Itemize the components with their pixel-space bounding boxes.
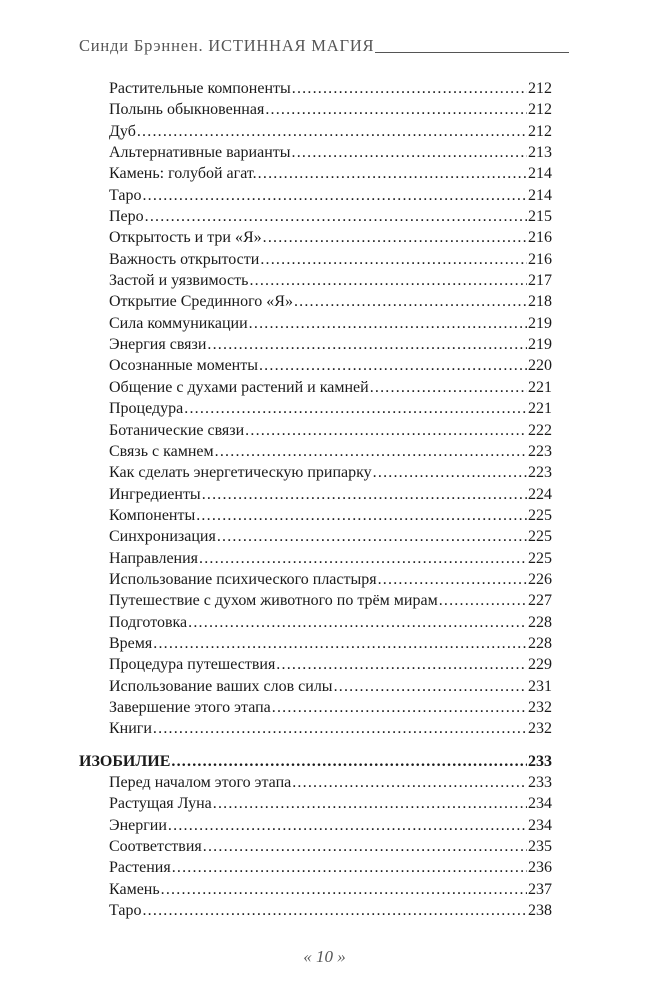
toc-dot-leader [171, 751, 527, 772]
toc-entry-title: Использование ваших слов силы [109, 677, 333, 695]
toc-entry-title: Растительные компоненты [109, 80, 291, 97]
toc-entry [79, 815, 552, 836]
toc-block-1 [79, 78, 552, 740]
toc-entry [79, 718, 552, 739]
toc-entry-page: 234 [528, 816, 552, 834]
table-of-contents [79, 78, 552, 921]
toc-dot-leader [439, 590, 527, 611]
toc-entry [79, 772, 552, 793]
toc-entry-page: 238 [528, 902, 552, 920]
toc-entry [79, 879, 552, 900]
toc-entry-title: Процедура путешествия [109, 656, 276, 674]
toc-entry [79, 676, 552, 697]
toc-dot-leader [137, 121, 527, 142]
toc-entry-page: 224 [528, 485, 552, 503]
toc-entry-title: Камень [109, 880, 160, 898]
toc-dot-leader [168, 815, 527, 836]
toc-entry [79, 462, 552, 483]
toc-dot-leader [142, 900, 527, 921]
toc-entry-title: Завершение этого этапа [109, 698, 271, 716]
toc-entry-page: 212 [528, 101, 552, 119]
toc-entry-page: 237 [528, 880, 552, 898]
toc-entry-title: Застой и уязвимость [109, 272, 249, 290]
toc-dot-leader [292, 772, 527, 793]
toc-dot-leader [215, 441, 527, 462]
toc-dot-leader [217, 526, 527, 547]
toc-entry-page: 228 [528, 634, 552, 652]
toc-dot-leader [203, 836, 527, 857]
toc-entry [79, 505, 552, 526]
toc-entry-title: Энергия связи [109, 336, 207, 354]
toc-entry [79, 697, 552, 718]
toc-entry-title: Открытость и три «Я» [109, 229, 262, 247]
toc-dot-leader [294, 291, 527, 312]
toc-entry [79, 441, 552, 462]
toc-dot-leader [196, 505, 527, 526]
toc-entry-title: Энергии [109, 816, 167, 834]
toc-dot-leader [276, 654, 527, 675]
toc-entry-title: Использование психического пластыря [109, 570, 377, 588]
toc-entry-page: 232 [528, 720, 552, 738]
toc-entry-page: 221 [528, 378, 552, 396]
toc-dot-leader [207, 334, 527, 355]
toc-entry-title: Полынь обыкновенная [109, 101, 265, 119]
toc-entry [79, 313, 552, 334]
toc-entry-title: Путешествие с духом животного по трём мирам [109, 592, 438, 610]
running-head [79, 34, 569, 54]
toc-dot-leader [373, 462, 527, 483]
toc-entry [79, 377, 552, 398]
toc-entry-page: 234 [528, 795, 552, 813]
toc-entry [79, 270, 552, 291]
toc-entry [79, 142, 552, 163]
toc-dot-leader [258, 163, 527, 184]
toc-entry-page: 221 [528, 400, 552, 418]
toc-dot-leader [184, 398, 527, 419]
toc-dot-leader [145, 206, 527, 227]
header-rule [375, 52, 569, 53]
toc-chapter-title: ИЗОБИЛИЕ [79, 752, 171, 770]
toc-entry-title: Связь с камнем [109, 442, 214, 460]
toc-entry-page: 216 [528, 229, 552, 247]
toc-entry [79, 163, 552, 184]
toc-entry-page: 232 [528, 698, 552, 716]
toc-entry-title: Таро [109, 902, 142, 920]
toc-entry [79, 590, 552, 611]
toc-entry-title: Соответствия [109, 838, 202, 856]
toc-dot-leader [370, 377, 527, 398]
toc-entry [79, 836, 552, 857]
toc-entry [79, 99, 552, 120]
toc-entry [79, 78, 552, 99]
toc-entry [79, 569, 552, 590]
toc-dot-leader [265, 99, 527, 120]
toc-entry-title: Время [109, 634, 153, 652]
toc-entry-page: 225 [528, 506, 552, 524]
toc-dot-leader [334, 676, 527, 697]
toc-entry-title: Компоненты [109, 506, 196, 524]
toc-entry [79, 900, 552, 921]
toc-entry [79, 484, 552, 505]
toc-dot-leader [142, 185, 527, 206]
toc-dot-leader [272, 697, 527, 718]
toc-entry [79, 355, 552, 376]
toc-entry-title: Таро [109, 186, 142, 204]
toc-entry-title: Перо [109, 208, 144, 226]
running-title: Синди Брэннен. ИСТИННАЯ МАГИЯ [79, 35, 375, 55]
toc-entry-title: Как сделать энергетическую припарку [109, 464, 372, 482]
toc-entry-page: 215 [528, 208, 552, 226]
toc-entry-page: 220 [528, 357, 552, 375]
toc-dot-leader [199, 548, 527, 569]
toc-dot-leader [249, 270, 527, 291]
toc-dot-leader [260, 249, 527, 270]
toc-entry-page: 229 [528, 656, 552, 674]
toc-entry-title: Ингредиенты [109, 485, 201, 503]
toc-entry [79, 654, 552, 675]
toc-entry-page: 226 [528, 570, 552, 588]
toc-entry-title: Альтернативные варианты [109, 144, 291, 162]
toc-entry-title: Подготовка [109, 613, 188, 631]
toc-entry [79, 548, 552, 569]
toc-entry-title: Направления [109, 549, 199, 567]
toc-entry [79, 633, 552, 654]
toc-entry-page: 233 [528, 774, 552, 791]
toc-entry-title: Осознанные моменты [109, 357, 258, 375]
toc-dot-leader [188, 612, 527, 633]
toc-dot-leader [213, 793, 527, 814]
toc-entry-title: Дуб [109, 122, 136, 140]
toc-entry-title: Общение с духами растений и камней [109, 378, 369, 396]
toc-entry-page: 228 [528, 613, 552, 631]
toc-entry-page: 212 [528, 122, 552, 140]
toc-entry [79, 249, 552, 270]
toc-entry-title: Открытие Срединного «Я» [109, 293, 293, 311]
toc-dot-leader [153, 633, 527, 654]
toc-entry-page: 225 [528, 528, 552, 546]
toc-entry-title: Важность открытости [109, 250, 260, 268]
toc-dot-leader [292, 142, 527, 163]
toc-entry-page: 219 [528, 314, 552, 332]
toc-entry [79, 121, 552, 142]
toc-entry-page: 214 [528, 186, 552, 204]
toc-entry-title: Камень: голубой агат. [109, 165, 257, 183]
toc-entry-title: Растения [109, 859, 171, 877]
toc-entry [79, 206, 552, 227]
page-number: « 10 » [303, 947, 346, 966]
toc-entry [79, 612, 552, 633]
toc-entry-title: Перед началом этого этапа [109, 774, 292, 791]
toc-dot-leader [259, 355, 527, 376]
toc-entry [79, 185, 552, 206]
toc-entry-title: Синхронизация [109, 528, 216, 546]
toc-entry [79, 227, 552, 248]
toc-entry-page: 213 [528, 144, 552, 162]
toc-entry-title: Сила коммуникации [109, 314, 248, 332]
toc-dot-leader [249, 313, 527, 334]
toc-entry-page: 223 [528, 464, 552, 482]
toc-entry-page: 217 [528, 272, 552, 290]
toc-dot-leader [153, 718, 527, 739]
toc-entry [79, 291, 552, 312]
toc-entry [79, 793, 552, 814]
toc-entry-page: 225 [528, 549, 552, 567]
toc-entry-page: 236 [528, 859, 552, 877]
toc-entry-page: 219 [528, 336, 552, 354]
toc-entry-page: 214 [528, 165, 552, 183]
toc-entry-page: 222 [528, 421, 552, 439]
toc-entry-title: Книги [109, 720, 152, 738]
toc-dot-leader [161, 879, 527, 900]
toc-entry-title: Ботанические связи [109, 421, 245, 439]
toc-dot-leader [378, 569, 527, 590]
toc-entry-page: 218 [528, 293, 552, 311]
toc-block-2 [79, 772, 552, 921]
toc-dot-leader [292, 78, 527, 99]
toc-entry-page: 227 [528, 592, 552, 610]
toc-entry-page: 231 [528, 677, 552, 695]
toc-dot-leader [172, 857, 527, 878]
toc-entry [79, 398, 552, 419]
toc-entry [79, 857, 552, 878]
toc-dot-leader [263, 227, 527, 248]
toc-entry-page: 235 [528, 838, 552, 856]
toc-entry-page: 223 [528, 442, 552, 460]
toc-dot-leader [245, 420, 527, 441]
toc-entry-title: Растущая Луна [109, 795, 212, 813]
section-gap [79, 740, 552, 751]
toc-entry-page: 216 [528, 250, 552, 268]
toc-dot-leader [202, 484, 527, 505]
toc-entry [79, 420, 552, 441]
toc-chapter-page: 233 [528, 752, 552, 770]
toc-chapter-heading [79, 751, 552, 772]
toc-entry-title: Процедура [109, 400, 184, 418]
toc-entry [79, 334, 552, 355]
toc-entry [79, 526, 552, 547]
toc-entry-page: 212 [528, 80, 552, 97]
